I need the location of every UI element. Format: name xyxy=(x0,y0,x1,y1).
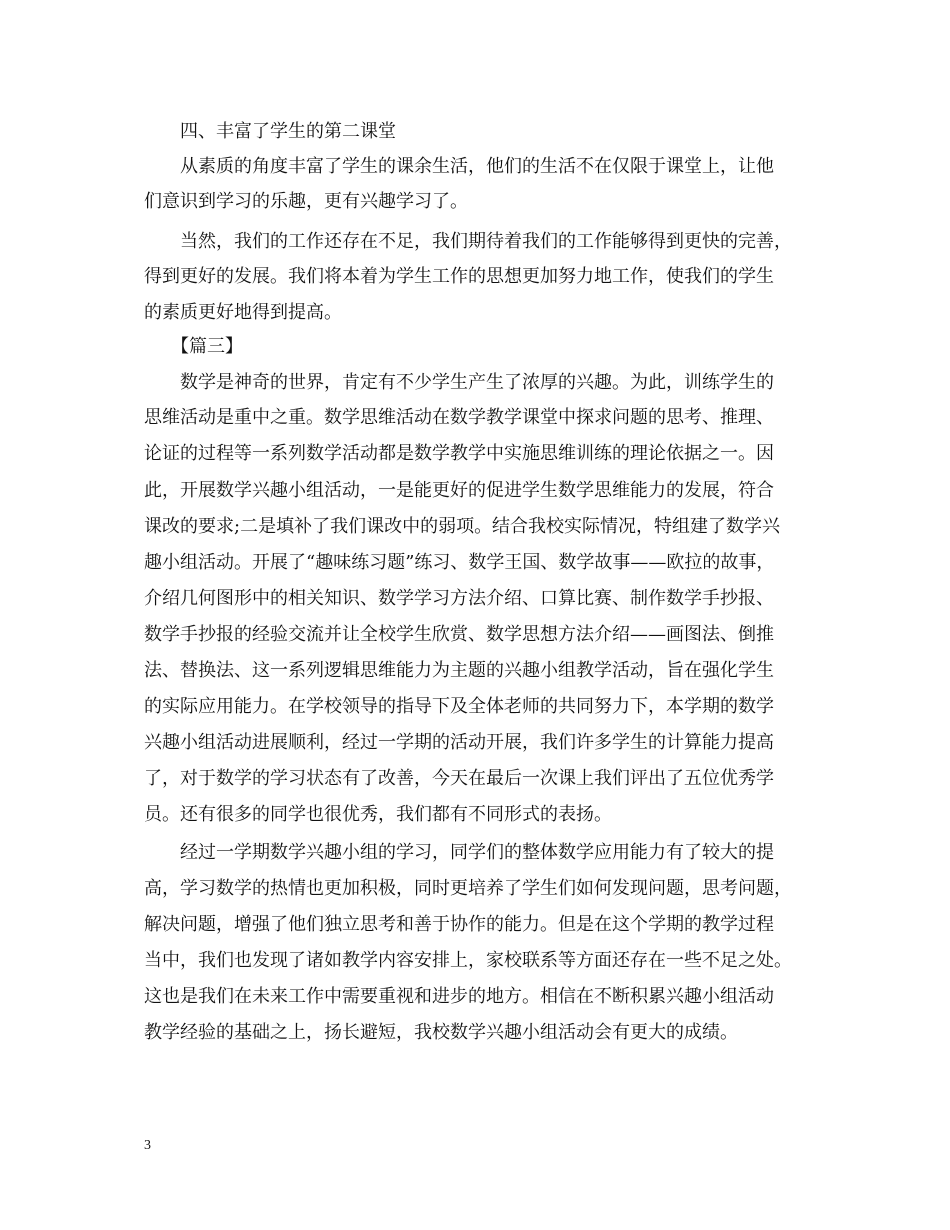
paragraph-line: 趣小组活动。开展了“趣味练习题”练习、数学王国、数学故事——欧拉的故事， xyxy=(144,552,775,573)
paragraph-line: 解决问题，增强了他们独立思考和善于协作的能力。但是在这个学期的教学过程 xyxy=(144,914,774,935)
paragraph-line: 介绍几何图形中的相关知识、数学学习方法介绍、口算比赛、制作数学手抄报、 xyxy=(144,588,774,609)
paragraph-line: 这也是我们在未来工作中需要重视和进步的地方。相信在不断积累兴趣小组活动 xyxy=(144,986,774,1007)
paragraph-line: 当中，我们也发现了诸如教学内容安排上，家校联系等方面还存在一些不足之处。 xyxy=(144,950,792,971)
paragraph-line: 思维活动是重中之重。数学思维活动在数学教学课堂中探求问题的思考、推理、 xyxy=(144,407,774,428)
paragraph-line: 得到更好的发展。我们将本着为学生工作的思想更加努力地工作，使我们的学生 xyxy=(144,266,774,287)
page-number: 3 xyxy=(144,1138,151,1153)
paragraph-line: 们意识到学习的乐趣，更有兴趣学习了。 xyxy=(144,191,468,212)
paragraph-line: 数学手抄报的经验交流并让全校学生欣赏、数学思想方法介绍——画图法、倒推 xyxy=(144,624,774,645)
paragraph-line: 当然，我们的工作还存在不足，我们期待着我们的工作能够得到更快的完善， xyxy=(180,231,792,252)
section-label: 【篇三】 xyxy=(171,336,243,357)
paragraph-line: 兴趣小组活动进展顺利，经过一学期的活动开展，我们许多学生的计算能力提高 xyxy=(144,732,774,753)
paragraph-line: 的素质更好地得到提高。 xyxy=(144,302,342,323)
paragraph-line: 课改的要求;二是填补了我们课改中的弱项。结合我校实际情况，特组建了数学兴 xyxy=(144,516,781,537)
paragraph-line: 高，学习数学的热情也更加积极，同时更培养了学生们如何发现问题，思考问题， xyxy=(144,878,792,899)
paragraph-line: 法、替换法、这一系列逻辑思维能力为主题的兴趣小组教学活动，旨在强化学生 xyxy=(144,660,774,681)
paragraph-line: 员。还有很多的同学也很优秀，我们都有不同形式的表扬。 xyxy=(144,804,612,825)
paragraph-line: 了，对于数学的学习状态有了改善，今天在最后一次课上我们评出了五位优秀学 xyxy=(144,768,774,789)
paragraph-line: 论证的过程等一系列数学活动都是数学教学中实施思维训练的理论依据之一。因 xyxy=(144,443,774,464)
section-heading: 四、丰富了学生的第二课堂 xyxy=(180,121,396,142)
paragraph-line: 此，开展数学兴趣小组活动，一是能更好的促进学生数学思维能力的发展，符合 xyxy=(144,480,774,501)
paragraph-line: 数学是神奇的世界，肯定有不少学生产生了浓厚的兴趣。为此，训练学生的 xyxy=(180,372,774,393)
paragraph-line: 教学经验的基础之上，扬长避短，我校数学兴趣小组活动会有更大的成绩。 xyxy=(144,1022,738,1043)
paragraph-line: 从素质的角度丰富了学生的课余生活，他们的生活不在仅限于课堂上，让他 xyxy=(180,156,774,177)
paragraph-line: 经过一学期数学兴趣小组的学习，同学们的整体数学应用能力有了较大的提 xyxy=(180,842,774,863)
paragraph-line: 的实际应用能力。在学校领导的指导下及全体老师的共同努力下，本学期的数学 xyxy=(144,696,774,717)
